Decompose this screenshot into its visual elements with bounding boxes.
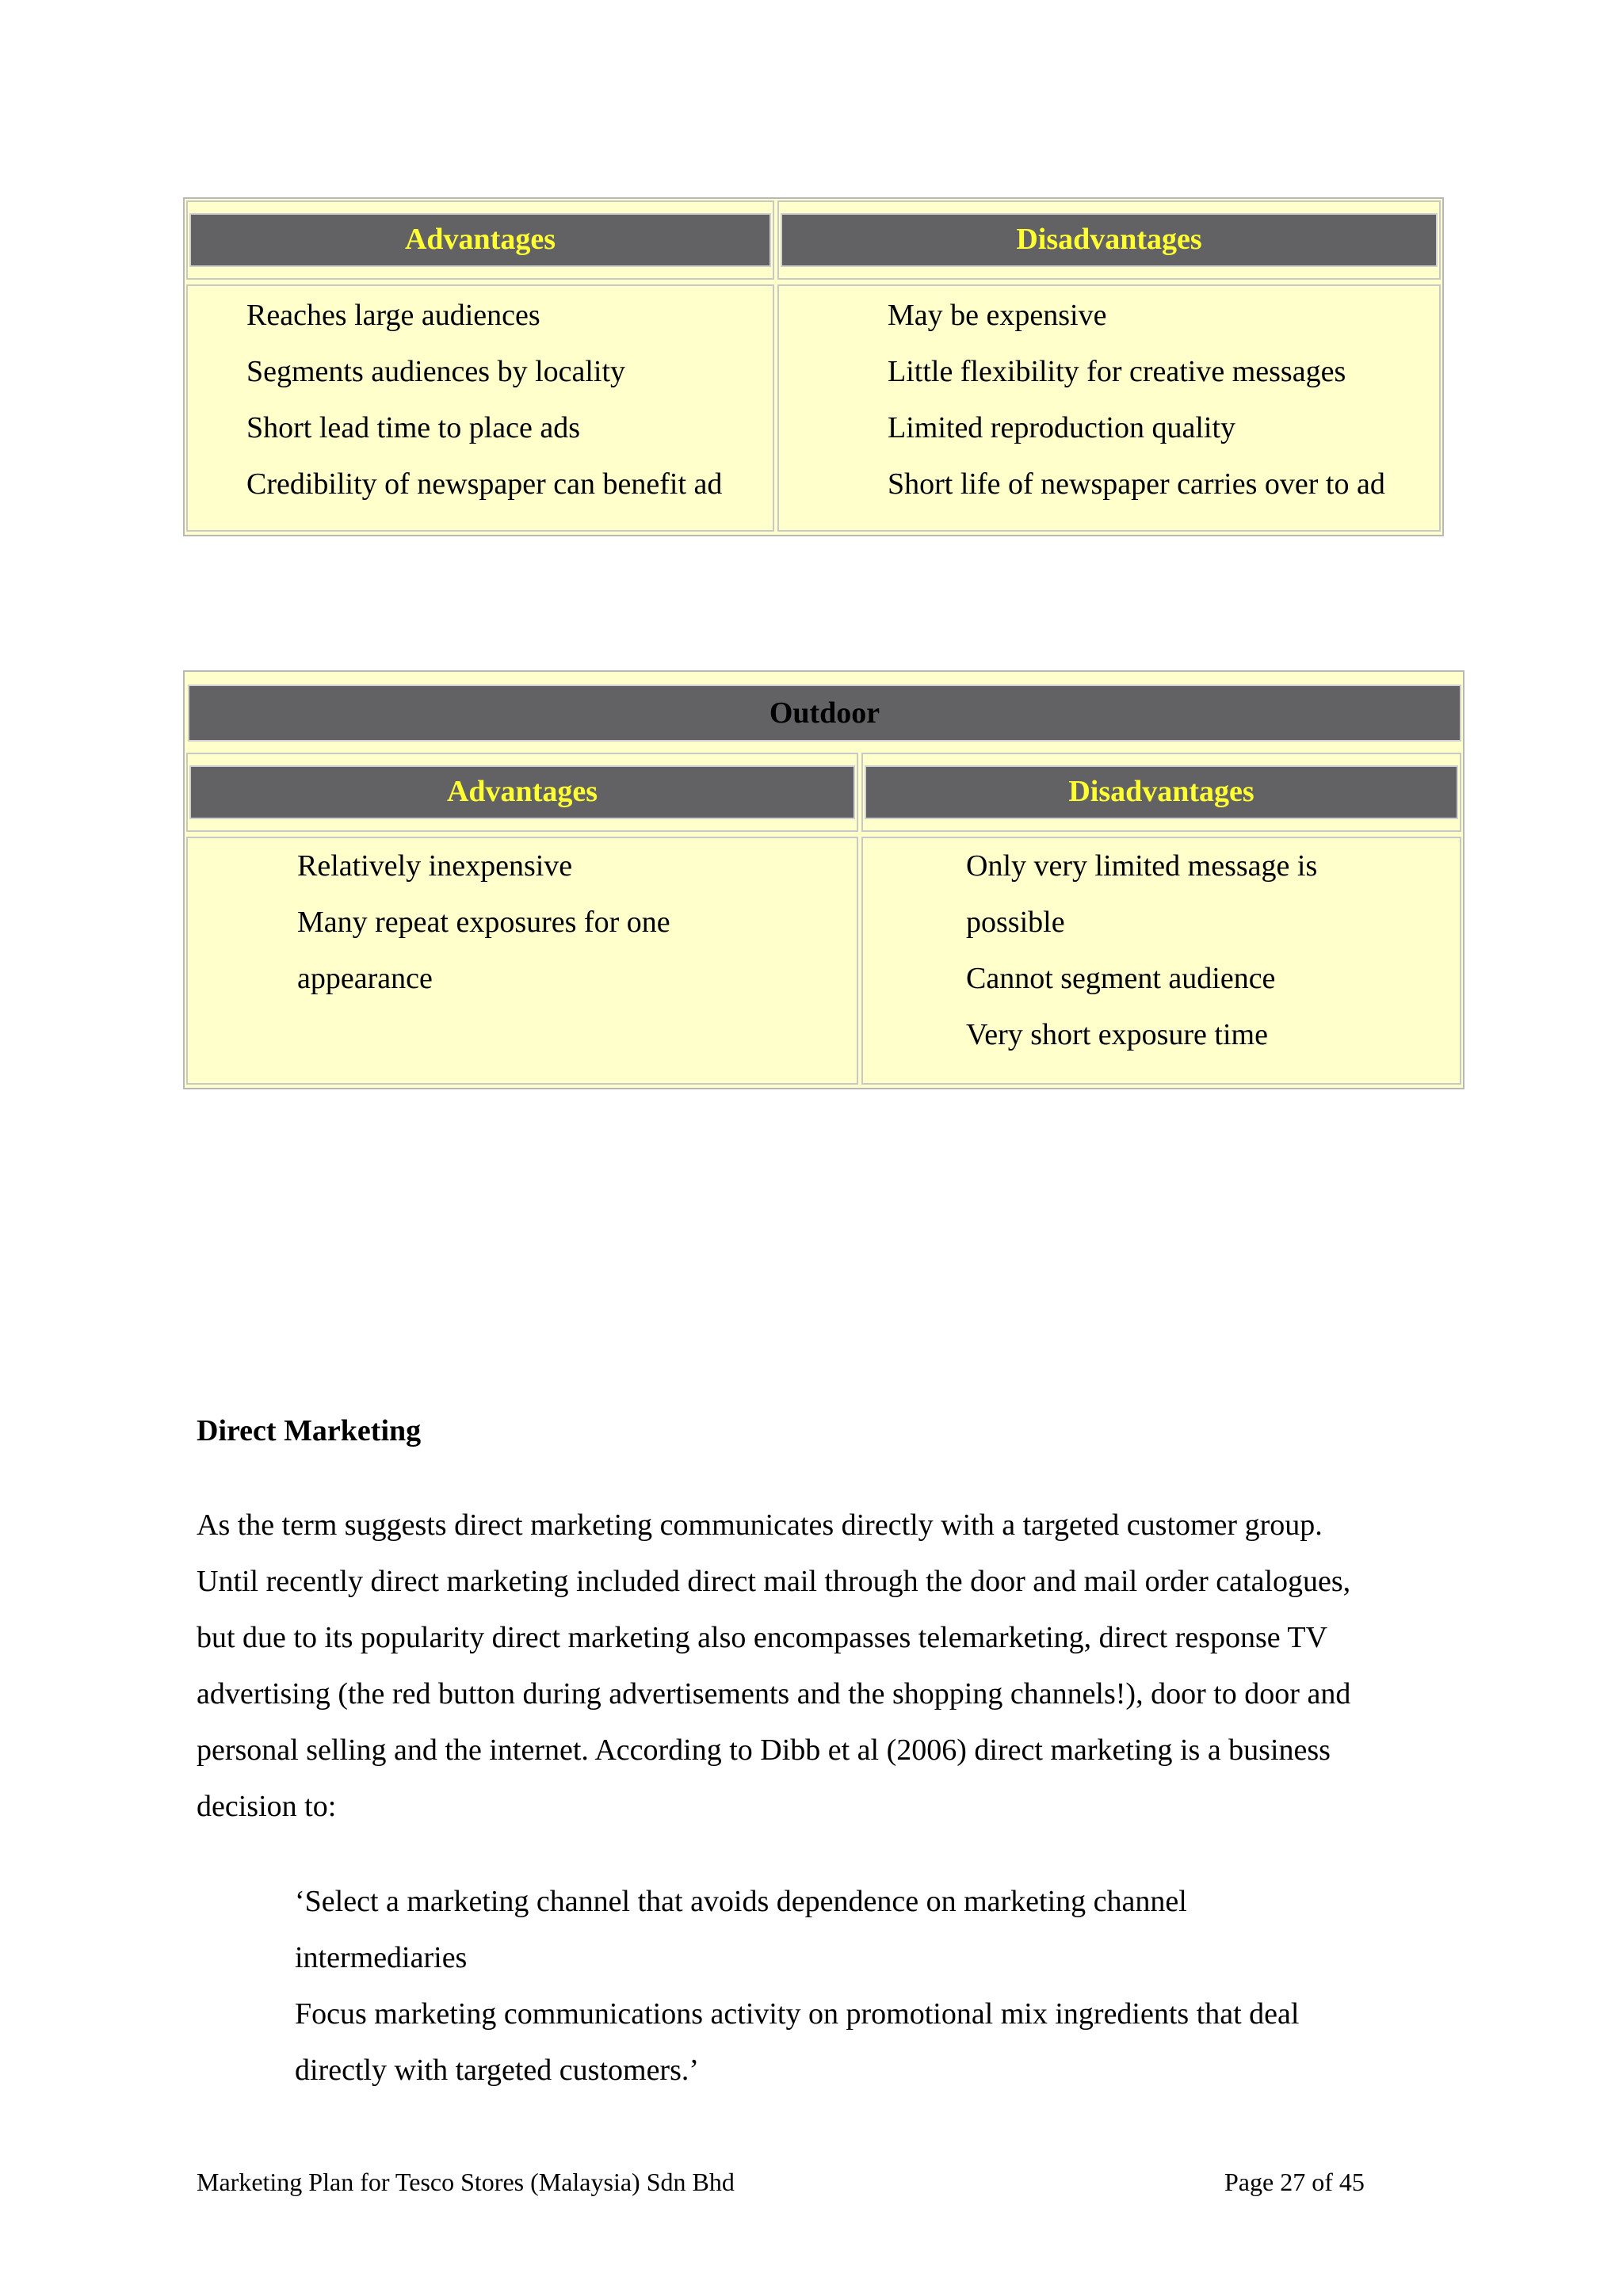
disadvantage-item: Very short exposure time [966,1018,1268,1051]
disadvantage-item: May be expensive [888,299,1107,332]
advantage-item: Segments audiences by locality [246,355,626,388]
advantage-item: Many repeat exposures for one [297,906,670,939]
paragraph-line: decision to: [197,1790,337,1823]
footer-page-number: Page 27 of 45 [1224,2168,1365,2196]
paragraph-line: personal selling and the internet. According to Dibb et al (2006) direct marketing is a business [197,1733,1331,1767]
advantage-item: Reaches large audiences [246,299,540,332]
advantage-item: Short lead time to place ads [246,411,581,444]
advantage-item: appearance [297,962,433,995]
disadvantages-header: Disadvantages [865,765,1458,819]
quote-line: ‘Select a marketing channel that avoids dependence on marketing channel [295,1885,1187,1918]
paragraph-line: As the term suggests direct marketing communicates directly with a targeted customer group. [197,1508,1323,1542]
disadvantage-item: Short life of newspaper carries over to ad [888,467,1385,501]
section-heading: Direct Marketing [197,1414,422,1447]
disadvantage-item: Limited reproduction quality [888,411,1236,444]
disadvantage-item: Little flexibility for creative messages [888,355,1346,388]
advantages-header: Advantages [189,213,771,267]
disadvantage-item: Cannot segment audience [966,962,1276,995]
outdoor-table [183,670,1465,1089]
paragraph-line: Until recently direct marketing included direct mail through the door and mail order catalogues, [197,1565,1351,1598]
disadvantage-item: possible [966,906,1065,939]
paragraph-line: advertising (the red button during advertisements and the shopping channels!), door to door and [197,1677,1351,1711]
outdoor-title: Outdoor [188,685,1461,742]
advantage-item: Credibility of newspaper can benefit ad [246,467,723,501]
quote-line: directly with targeted customers.’ [295,2054,700,2087]
disadvantages-header: Disadvantages [781,213,1438,267]
quote-line: intermediaries [295,1941,468,1974]
advantages-header: Advantages [189,765,855,819]
paragraph-line: but due to its popularity direct marketing also encompasses telemarketing, direct response TV [197,1621,1328,1654]
newspaper-table [183,197,1444,536]
quote-line: Focus marketing communications activity on promotional mix ingredients that deal [295,1997,1300,2031]
advantage-item: Relatively inexpensive [297,849,573,883]
disadvantage-item: Only very limited message is [966,849,1318,883]
footer-title: Marketing Plan for Tesco Stores (Malaysia) Sdn Bhd [197,2168,735,2196]
